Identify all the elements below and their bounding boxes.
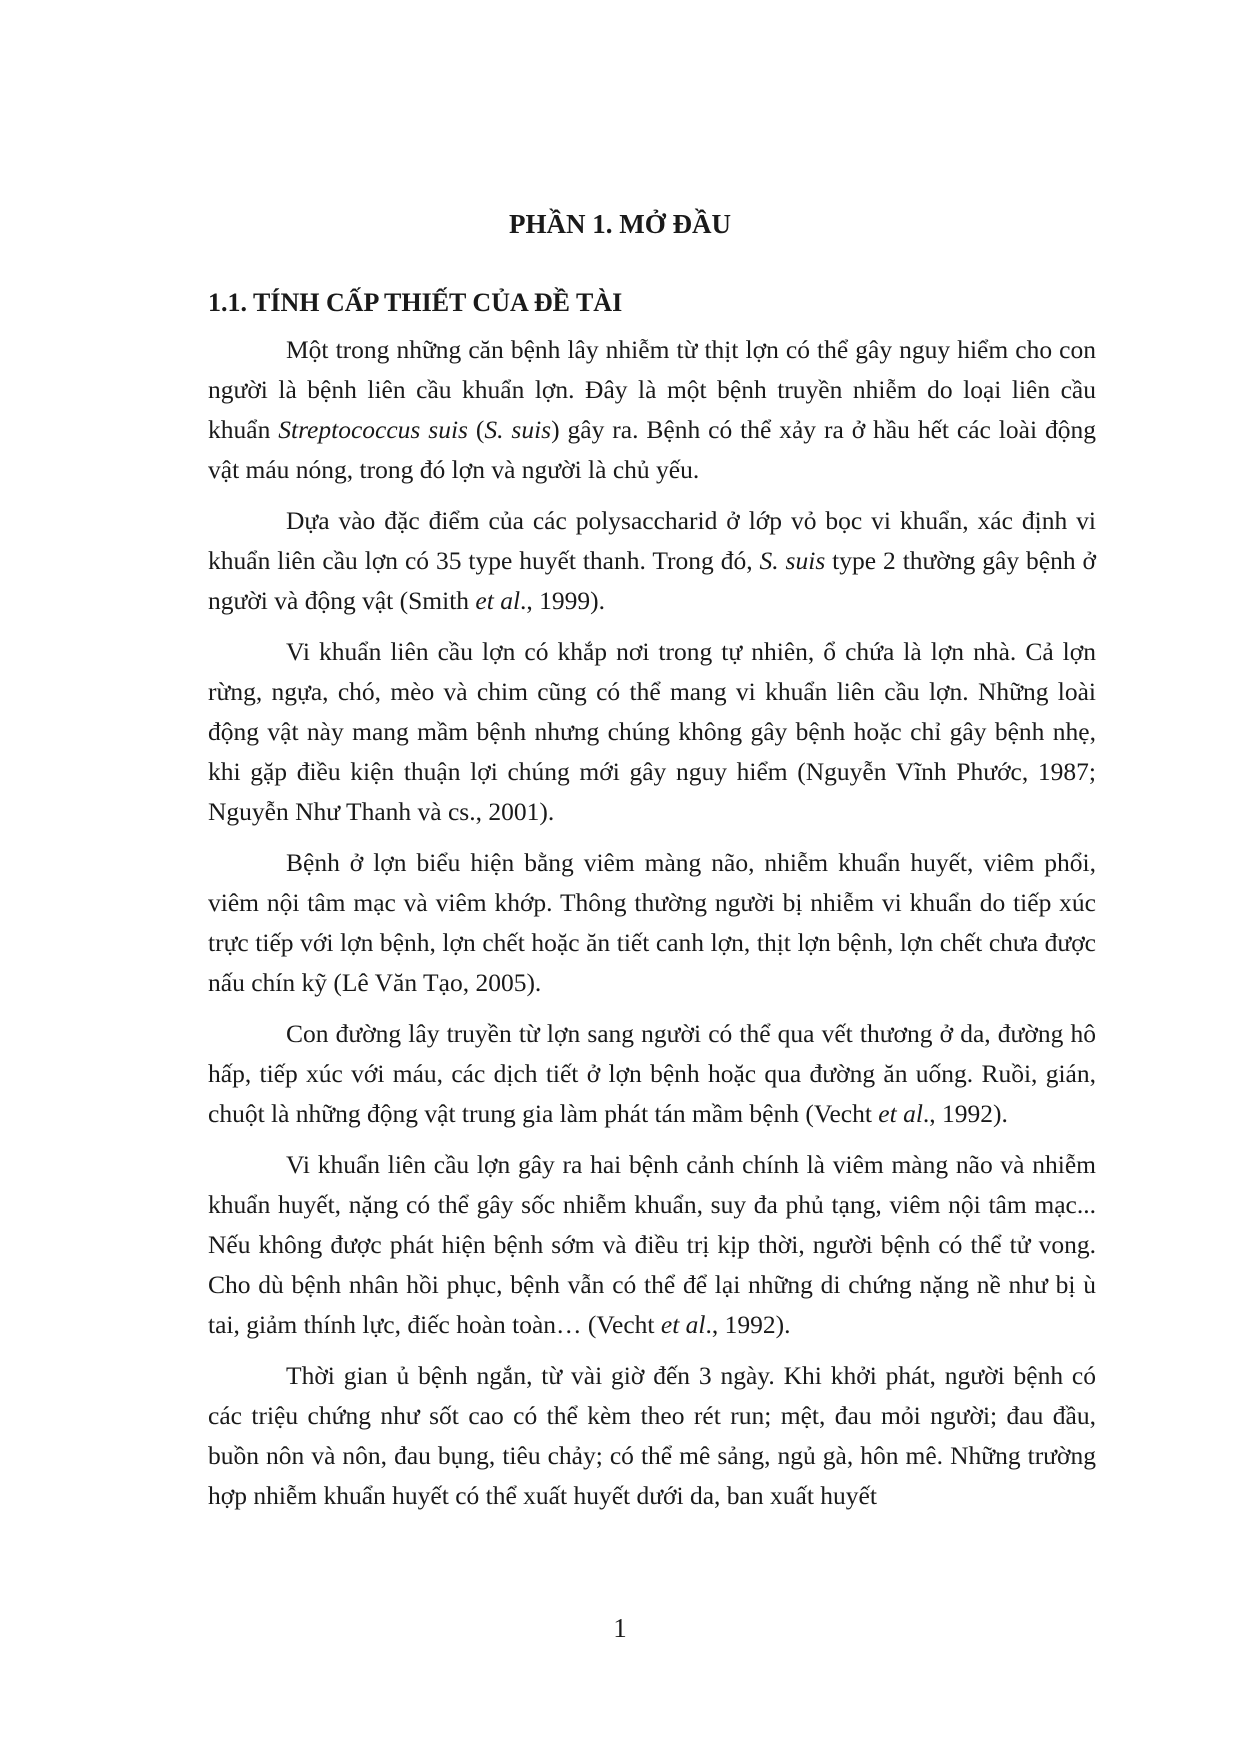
paragraph-6: Vi khuẩn liên cầu lợn gây ra hai bệnh cảnh chính là viêm màng não và nhiễm khuẩn huyết, nặng có thể gây sốc nhiễm khuẩn, suy đa phủ tạng, viêm nội tâm mạc... Nếu không được phát hiện bệnh sớm và điều trị kịp thời, người bệnh có thể tử vong. Cho dù bệnh nhân hồi phục, bệnh vẫn có thể để lại những di chứng nặng nề như bị ù tai, giảm thính lực, điếc hoàn toàn… (Vecht et al., 1992). xyxy=(208,1150,1096,1339)
species-abbrev: S. suis xyxy=(484,415,552,444)
species-abbrev: S. suis xyxy=(759,546,826,575)
citation-et-al: et al xyxy=(660,1310,706,1339)
citation-et-al: et al xyxy=(878,1099,923,1128)
species-name: Streptococcus suis xyxy=(278,415,468,444)
page-number: 1 xyxy=(613,1613,627,1643)
part-title: PHẦN 1. MỞ ĐẦU xyxy=(509,209,731,239)
paragraph-2: Dựa vào đặc điểm của các polysaccharid ở lớp vỏ bọc vi khuẩn, xác định vi khuẩn liên cầu lợn có 35 type huyết thanh. Trong đó, S. suis type 2 thường gây bệnh ở người và động vật (Smith et al., 1999). xyxy=(208,506,1097,615)
section-heading: 1.1. TÍNH CẤP THIẾT CỦA ĐỀ TÀI xyxy=(208,288,623,317)
paragraph-1: Một trong những căn bệnh lây nhiễm từ thịt lợn có thể gây nguy hiểm cho con người là bệnh liên cầu khuẩn lợn. Đây là một bệnh truyền nhiễm do loại liên cầu khuẩn Streptococcus suis (S. suis) gây ra. Bệnh có thể xảy ra ở hầu hết các loài động vật máu nóng, trong đó lợn và người là chủ yếu. xyxy=(208,335,1096,484)
citation-et-al: et al xyxy=(475,586,521,615)
paragraph-7: Thời gian ủ bệnh ngắn, từ vài giờ đến 3 ngày. Khi khởi phát, người bệnh có các triệu chứng như sốt cao có thể kèm theo rét run; mệt, đau mỏi người; đau đầu, buồn nôn và nôn, đau bụng, tiêu chảy; có thể mê sảng, ngủ gà, hôn mê. Những trường hợp nhiễm khuẩn huyết có thể xuất huyết dưới da, ban xuất huyết xyxy=(208,1361,1096,1510)
paragraph-4: Bệnh ở lợn biểu hiện bằng viêm màng não, nhiễm khuẩn huyết, viêm phổi, viêm nội tâm mạc và viêm khớp. Thông thường người bị nhiễm vi khuẩn do tiếp xúc trực tiếp với lợn bệnh, lợn chết hoặc ăn tiết canh lợn, thịt lợn bệnh, lợn chết chưa được nấu chín kỹ (Lê Văn Tạo, 2005). xyxy=(208,848,1096,997)
body-text xyxy=(208,330,1096,1527)
paragraph-5: Con đường lây truyền từ lợn sang người có thể qua vết thương ở da, đường hô hấp, tiếp xúc với máu, các dịch tiết ở lợn bệnh hoặc qua đường ăn uống. Ruồi, gián, chuột là những động vật trung gia làm phát tán mầm bệnh (Vecht et al., 1992). xyxy=(208,1019,1096,1128)
paragraph-3: Vi khuẩn liên cầu lợn có khắp nơi trong tự nhiên, ổ chứa là lợn nhà. Cả lợn rừng, ngựa, chó, mèo và chim cũng có thể mang vi khuẩn liên cầu lợn. Những loài động vật này mang mầm bệnh nhưng chúng không gây bệnh hoặc chỉ gây bệnh nhẹ, khi gặp điều kiện thuận lợi chúng mới gây nguy hiểm (Nguyễn Vĩnh Phước, 1987; Nguyễn Như Thanh và cs., 2001). xyxy=(208,637,1096,826)
